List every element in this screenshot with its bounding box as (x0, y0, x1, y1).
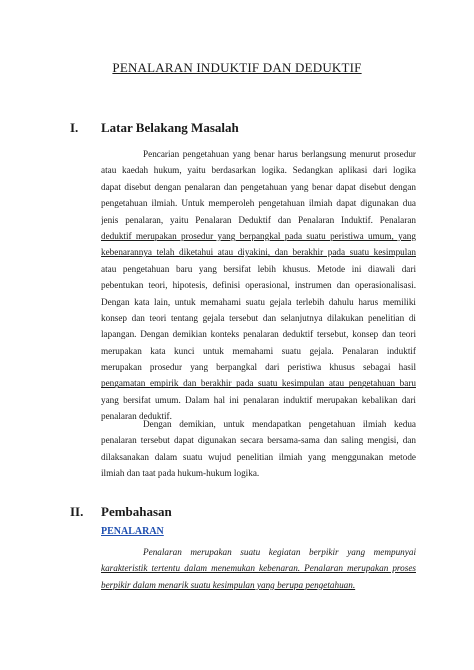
text-line: penalaran tersebut dapat digunakan secara bersama-sama dan saling mengisi, dan (101, 435, 416, 446)
text-line: pengamatan empirik dan berakhir pada suatu kesimpulan atau pengetahuan baru (101, 378, 416, 389)
text-line: pengetahuan ilmiah. Untuk memperoleh pengetahuan ilmiah dapat digunakan dua (101, 198, 416, 209)
text-line: dilaksanakan dalam suatu wujud penelitian ilmiah yang menggunakan metode (101, 451, 416, 462)
text-line: pebentukan teori, hipotesis, definisi operasional, instrumen dan operasionalisasi. (101, 280, 416, 291)
paragraph-latar-belakang-1 (101, 146, 416, 425)
text-line: yang bersifat umum. Dalam hal ini penalaran induktif merupakan kebalikan dari (101, 394, 416, 405)
text-line: kebenarannya telah diketahui atau diyakini, dan berakhir pada suatu kesimpulan (101, 247, 416, 258)
text-line: deduktif merupakan prosedur yang berpangkal pada suatu peristiwa umum, yang (101, 230, 416, 241)
text-line: Dengan demikian, untuk mendapatkan pengetahuan ilmiah kedua (143, 419, 416, 429)
text-line: Penalaran merupakan suatu kegiatan berpikir yang mempunyai (143, 547, 416, 557)
section-title: Pembahasan (101, 504, 172, 519)
text-line: atau kaedah hukum, yaitu berdasarkan logika. Sedangkan aplikasi dari logika (101, 165, 416, 176)
text-line: jenis penalaran, yaitu Penalaran Deduktif dan Penalaran Induktif. Penalaran (101, 214, 416, 225)
text-line: penalaran deduktif. (101, 411, 172, 422)
text-line: konsep dan teori tentang gejala tersebut dan selanjutnya dilakukan penelitian di (101, 312, 416, 323)
text-line: merupakan prosedur yang berpangkal dari peristiwa khusus sebagai hasil (101, 362, 416, 373)
text-line: berpikir dalam menarik suatu kesimpulan yang berupa pengetahuan. (101, 579, 356, 590)
text-line: Pencarian pengetahuan yang benar harus berlangsung menurut prosedur (143, 149, 416, 159)
text-line: atau pengetahuan baru yang bersifat lebih khusus. Metode ini diawali dari (101, 263, 416, 274)
paragraph-penalaran (101, 544, 416, 593)
text-line: lapangan. Dengan demikian konteks penalaran deduktif tersebut, konsep dan teori (101, 329, 416, 340)
text-line: dapat disebut dengan penalaran dan pengetahuan yang benar dapat disebut dengan (101, 181, 416, 192)
section-number: I. (70, 120, 79, 135)
text-line: Dengan kata lain, untuk memahami suatu gejala terlebih dahulu harus memiliki (101, 296, 416, 307)
section-title: Latar Belakang Masalah (101, 120, 239, 135)
text-line: ilmiah dan taat pada hukum-hukum logika. (101, 468, 260, 479)
subheading-penalaran: PENALARAN (101, 526, 164, 537)
section-number: II. (70, 504, 84, 519)
document-title: PENALARAN INDUKTIF DAN DEDUKTIF (112, 60, 362, 75)
text-line: karakteristik tertentu dalam menemukan kebenaran. Penalaran merupakan proses (101, 563, 416, 574)
text-line: merupakan kata kunci untuk memahami suatu gejala. Penalaran induktif (101, 345, 416, 356)
paragraph-latar-belakang-2 (101, 416, 416, 482)
